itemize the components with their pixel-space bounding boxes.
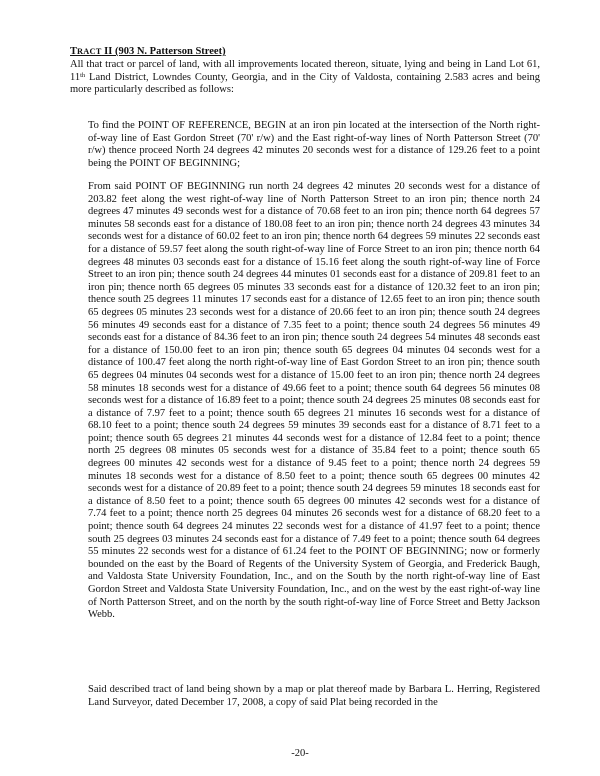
reference-paragraph: To find the POINT OF REFERENCE, BEGIN at an iron pin located at the intersection of the North right-of-way line of East Gordon Street (70' r/w) and the East right-of-way lines of North Patterson Street (70' r/w) thence proceed North 24 degrees 42 minutes 20 seconds west for a distance of 129.26 feet to a point being the POINT OF BEGINNING; [88, 120, 540, 169]
tract-heading [70, 46, 540, 59]
heading-initial: T [70, 46, 78, 57]
intro-text-2: Land District, Lowndes County, Georgia, and in the City of Valdosta, containing 2.583 acres and being more particularly described as follows: [70, 71, 540, 96]
plat-paragraph: Said described tract of land being shown by a map or plat thereof made by Barbara L. Herring, Registered Land Surveyor, dated December 17, 2008, a copy of said Plat being recorded in the [88, 684, 540, 708]
intro-paragraph [70, 59, 540, 97]
intro-text-1: All that tract or parcel of land, with all improvements located thereon, situate, lying and being in Land Lot 61, 11 [70, 59, 540, 83]
page-number: -20- [291, 748, 309, 759]
legal-description-paragraph: From said POINT OF BEGINNING run north 24 degrees 42 minutes 20 seconds west for a distance of 203.82 feet along the west right-of-way line of North Patterson Street to an iron pin; thence north 24 degrees 47 minutes 49 seconds west for a distance of 70.68 feet to an iron pin; thence north 64 degrees 57 minutes 58 seconds east for a distance of 180.08 feet to an iron pin; thence north 24 degrees 43 minutes 34 seconds west for a distance of 60.02 feet to an iron pin; thence north 64 degrees 59 minutes 22 seconds east for a distance of 59.57 feet along the south right-of-way line of Force Street to an iron pin; thence north 64 degrees 48 minutes 03 seconds east for a distance of 15.16 feet along the south right-of-way line of Force Street to an iron pin; thence south 24 degrees 44 minutes 01 seconds east for a distance of 209.81 feet to an iron pin; thence north 65 degrees 05 minutes 33 seconds east for a distance of 120.32 feet to an iron pin; thence south 25 degrees 11 minutes 17 seconds east for a distance of 12.65 feet to an iron pin; thence south 65 degrees 05 minutes 23 seconds west for a distance of 20.66 feet to an iron pin; thence south 24 degrees 56 minutes 49 seconds east for a distance of 7.35 feet to a point; thence south 24 degrees 56 minutes 49 seconds east for a distance of 84.36 feet to an iron pin; thence south 24 degrees 54 minutes 48 seconds east for a distance of 150.00 feet to an iron pin; thence south 65 degrees 04 minutes 04 seconds west for a distance of 100.47 feet along the north right-of-way line of East Gordon Street to an iron pin; thence south 65 degrees 04 minutes 04 seconds west for a distance of 15.00 feet to an iron pin; thence north 24 degrees 58 minutes 18 seconds west for a distance of 49.66 feet to a point; thence south 64 degrees 56 minutes 08 seconds west for a distance of 16.89 feet to a point; thence south 24 degrees 25 minutes 08 seconds east for a distance of 7.97 feet to a point; thence south 65 degrees 21 minutes 16 seconds west for a distance of 68.10 feet to a point; thence south 24 degrees 59 minutes 39 seconds east for a distance of 8.71 feet to a point; thence south 65 degrees 21 minutes 44 seconds west for a distance of 12.84 feet to a point; thence north 25 degrees 08 minutes 05 seconds west for a distance of 35.84 feet to a point; thence south 65 degrees 00 minutes 42 seconds west for a distance of 9.45 feet to a point; thence north 24 degrees 59 minutes 18 seconds west for a distance of 8.50 feet to a point; thence south 65 degrees 00 minutes 42 seconds west for a distance of 20.89 feet to a point; thence south 24 degrees 59 minutes 18 seconds east for a distance of 8.50 feet to a point; thence south 65 degrees 00 minutes 42 seconds west for a distance of 7.74 feet to a point; thence north 25 degrees 04 minutes 26 seconds west for a distance of 68.20 feet to a point; thence south 64 degrees 24 minutes 22 seconds west for a distance of 41.97 feet to a point; thence south 25 degrees 03 minutes 24 seconds east for a distance of 7.49 feet to a point; thence south 64 degrees 55 minutes 22 seconds west for a distance of 61.24 feet to the POINT OF BEGINNING; now or formerly bounded on the east by the Board of Regents of the University System of Georgia, and Frederick Baugh, and Valdosta State University Foundation, Inc., and on the South by the north right-of-way line of East Gordon Street and Valdosta State University Foundation, Inc., and on the west by the east right-of-way line of North Patterson Street, and on the north by the south right-of-way line of Force Street and Betty Jackson Webb. [88, 181, 540, 621]
heading-smallcaps: RACT [77, 47, 102, 56]
heading-title: II (903 N. Patterson Street) [101, 46, 226, 57]
intro-superscript: th [80, 71, 86, 79]
